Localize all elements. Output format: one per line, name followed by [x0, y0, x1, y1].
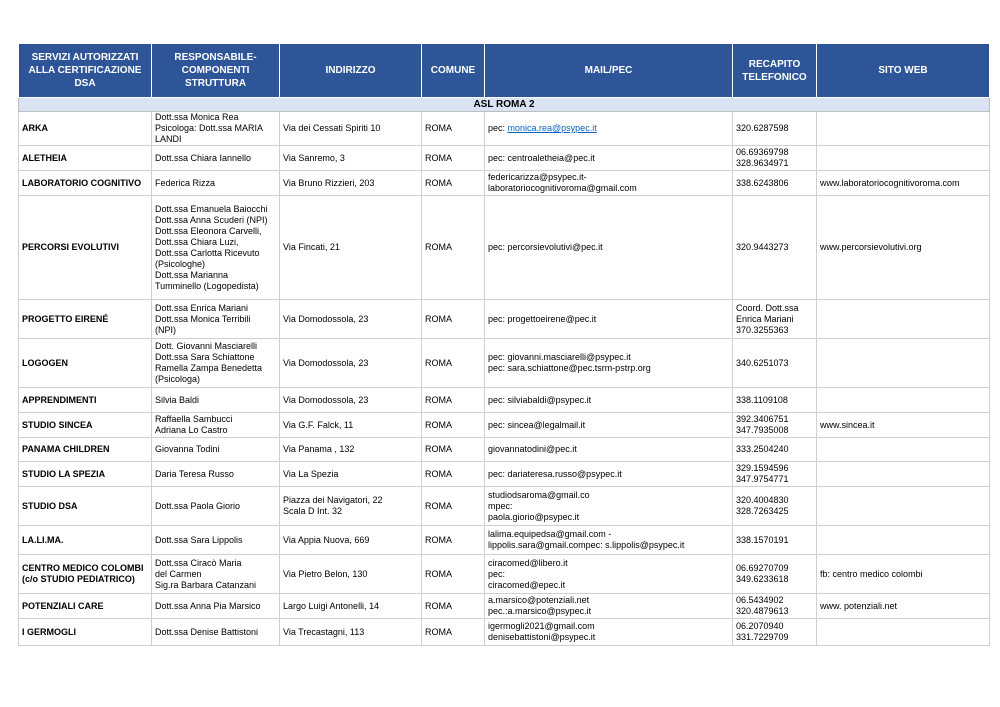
responsabile-cell — [152, 619, 280, 646]
mail-line: denisebattistoni@psypec.it — [488, 632, 596, 642]
telefono-line: 06.69270709 — [736, 563, 789, 573]
responsabile-line: Federica Rizza — [155, 177, 216, 188]
service-name: STUDIO LA SPEZIA — [19, 462, 152, 487]
service-name: STUDIO SINCEA — [19, 413, 152, 438]
table-row — [19, 300, 990, 339]
responsabile-cell — [152, 438, 280, 462]
telefono-line: Enrica Mariani — [736, 313, 794, 324]
table-row — [19, 413, 990, 438]
column-header: RESPONSABILE- COMPONENTI STRUTTURA — [152, 44, 280, 98]
telefono-line: 340.6251073 — [736, 357, 789, 368]
responsabile-line: Dott.ssa Sara Schiattone — [155, 352, 255, 362]
responsabile-line: Dott.ssa Denise Battistoni — [155, 626, 259, 637]
mail-cell — [485, 300, 733, 339]
mail-line: lalima.equipedsa@gmail.com - — [488, 529, 612, 539]
responsabile-line: Dott.ssa Emanuela Baiocchi — [155, 203, 268, 214]
telefono-line: 338.1570191 — [736, 534, 789, 545]
mail-line: giovannatodini@pec.it — [488, 444, 577, 454]
mail-cell — [485, 555, 733, 594]
sito-web-cell — [817, 462, 990, 487]
responsabile-line: Dott.ssa Monica Rea — [155, 112, 239, 122]
table-row — [19, 171, 990, 196]
comune-cell: ROMA — [422, 594, 485, 619]
indirizzo-line: Via Bruno Rizzieri, 203 — [283, 177, 375, 188]
telefono-line: 347.7935008 — [736, 425, 789, 435]
comune-cell: ROMA — [422, 388, 485, 413]
table-row — [19, 146, 990, 171]
responsabile-line: (NPI) — [155, 324, 176, 335]
comune-cell: ROMA — [422, 146, 485, 171]
mail-cell — [485, 112, 733, 146]
mail-cell — [485, 438, 733, 462]
table-row — [19, 112, 990, 146]
responsabile-cell — [152, 339, 280, 388]
dsa-services-table — [18, 43, 990, 646]
mail-line: federicarizza@psypec.it- — [488, 172, 587, 182]
responsabile-line: Dott.ssa Ciracò Maria — [155, 557, 242, 568]
indirizzo-line: Via Appia Nuova, 669 — [283, 534, 370, 545]
responsabile-line: Tumminello (Logopedista) — [155, 280, 259, 291]
comune-cell: ROMA — [422, 171, 485, 196]
responsabile-line: Dott.ssa Paola Giorio — [155, 500, 241, 511]
telefono-line: 370.3255363 — [736, 324, 789, 335]
mail-line: pec: progettoeirene@pec.it — [488, 313, 597, 324]
sito-web-cell — [817, 146, 990, 171]
responsabile-cell — [152, 555, 280, 594]
service-name: PERCORSI EVOLUTIVI — [19, 196, 152, 300]
mail-line: pec.:a.marsico@psypec.it — [488, 606, 592, 616]
responsabile-line: (Psicologa) — [155, 374, 201, 384]
responsabile-line: Ramella Zampa Benedetta — [155, 363, 263, 373]
indirizzo-cell — [280, 146, 422, 171]
mail-line: ciracomed@epec.it — [488, 579, 566, 590]
section-title: ASL ROMA 2 — [19, 98, 990, 112]
telefono-cell — [733, 339, 817, 388]
responsabile-cell — [152, 146, 280, 171]
mail-line: mpec: — [488, 500, 513, 511]
telefono-cell — [733, 487, 817, 526]
responsabile-line: Silvia Baldi — [155, 394, 200, 405]
mail-line: pec: — [488, 568, 506, 579]
comune-cell: ROMA — [422, 196, 485, 300]
mail-cell — [485, 388, 733, 413]
responsabile-line: Raffaella Sambucci — [155, 414, 233, 424]
table-row — [19, 438, 990, 462]
telefono-line: 331.7229709 — [736, 632, 789, 642]
mail-line: pec: silviabaldi@psypec.it — [488, 394, 592, 405]
telefono-cell — [733, 619, 817, 646]
telefono-line: 320.4004830 — [736, 495, 789, 505]
column-header: MAIL/PEC — [485, 44, 733, 98]
service-name: ARKA — [19, 112, 152, 146]
table-row — [19, 487, 990, 526]
indirizzo-line: Via La Spezia — [283, 468, 339, 479]
responsabile-line: Dott. Giovanni Masciarelli — [155, 341, 258, 351]
responsabile-cell — [152, 112, 280, 146]
responsabile-line: del Carmen — [155, 568, 202, 579]
service-name: APPRENDIMENTI — [19, 388, 152, 413]
comune-cell: ROMA — [422, 413, 485, 438]
responsabile-cell — [152, 388, 280, 413]
mail-prefix: pec: — [488, 123, 508, 133]
indirizzo-cell — [280, 112, 422, 146]
telefono-line: 392.3406751 — [736, 414, 789, 424]
responsabile-line: Dott.ssa Marianna — [155, 269, 229, 280]
telefono-cell — [733, 526, 817, 555]
sito-web-cell: www.percorsievolutivi.org — [817, 196, 990, 300]
responsabile-cell — [152, 300, 280, 339]
column-header: COMUNE — [422, 44, 485, 98]
indirizzo-cell — [280, 196, 422, 300]
indirizzo-line: Scala D Int. 32 — [283, 506, 343, 516]
service-name: LABORATORIO COGNITIVO — [19, 171, 152, 196]
mail-cell — [485, 146, 733, 171]
mail-cell — [485, 171, 733, 196]
service-name: LA.LI.MA. — [19, 526, 152, 555]
mail-line: laboratoriocognitivoroma@gmail.com — [488, 183, 637, 193]
telefono-cell — [733, 146, 817, 171]
comune-cell: ROMA — [422, 487, 485, 526]
table-row — [19, 196, 990, 300]
telefono-cell — [733, 171, 817, 196]
responsabile-line: Dott.ssa Chiara Luzi, — [155, 236, 239, 247]
responsabile-line: Dott.ssa Anna Scuderi (NPI) — [155, 214, 268, 225]
mail-link[interactable]: monica.rea@psypec.it — [507, 123, 597, 133]
indirizzo-cell — [280, 300, 422, 339]
indirizzo-cell — [280, 594, 422, 619]
indirizzo-line: Via Domodossola, 23 — [283, 394, 369, 405]
telefono-line: 338.1109108 — [736, 394, 788, 405]
comune-cell: ROMA — [422, 300, 485, 339]
telefono-cell — [733, 555, 817, 594]
mail-line: pec: dariateresa.russo@psypec.it — [488, 468, 622, 479]
indirizzo-line: Via Domodossola, 23 — [283, 357, 369, 368]
telefono-line: 320.9443273 — [736, 242, 789, 252]
sito-web-cell: fb: centro medico colombi — [817, 555, 990, 594]
telefono-cell — [733, 594, 817, 619]
telefono-line: 338.6243806 — [736, 177, 789, 188]
mail-line: lippolis.sara@gmail.compec: s.lippolis@psypec.it — [488, 540, 685, 550]
indirizzo-cell — [280, 438, 422, 462]
mail-line: pec: centroaletheia@pec.it — [488, 152, 595, 163]
table-row — [19, 526, 990, 555]
column-header: SITO WEB — [817, 44, 990, 98]
table-row — [19, 555, 990, 594]
telefono-cell — [733, 388, 817, 413]
responsabile-cell — [152, 196, 280, 300]
indirizzo-cell — [280, 388, 422, 413]
mail-cell — [485, 487, 733, 526]
table-row — [19, 619, 990, 646]
responsabile-cell — [152, 594, 280, 619]
sito-web-cell: www. potenziali.net — [817, 594, 990, 619]
telefono-line: 328.7263425 — [736, 506, 789, 516]
sito-web-cell — [817, 438, 990, 462]
comune-cell: ROMA — [422, 339, 485, 388]
telefono-line: 320.6287598 — [736, 123, 789, 133]
responsabile-line: (Psicologhe) — [155, 258, 206, 269]
indirizzo-cell — [280, 487, 422, 526]
telefono-line: 06.2070940 — [736, 621, 784, 631]
indirizzo-line: Via Domodossola, 23 — [283, 313, 369, 324]
indirizzo-line: Via G.F. Falck, 11 — [283, 419, 354, 430]
responsabile-line: Dott.ssa Enrica Mariani — [155, 302, 249, 313]
mail-cell — [485, 526, 733, 555]
column-header: RECAPITO TELEFONICO — [733, 44, 817, 98]
responsabile-line: Sig.ra Barbara Catanzani — [155, 579, 257, 590]
table-row — [19, 594, 990, 619]
telefono-line: 328.9634971 — [736, 158, 789, 168]
table-row — [19, 388, 990, 413]
responsabile-cell — [152, 487, 280, 526]
mail-cell — [485, 619, 733, 646]
responsabile-cell — [152, 171, 280, 196]
column-header: SERVIZI AUTORIZZATI ALLA CERTIFICAZIONE DSA — [19, 44, 152, 98]
indirizzo-line: Via Trecastagni, 113 — [283, 626, 365, 637]
responsabile-line: Dott.ssa Eleonora Carvelli, — [155, 225, 262, 236]
responsabile-line: Dott.ssa Chiara Iannello — [155, 152, 252, 163]
telefono-cell — [733, 413, 817, 438]
telefono-cell — [733, 462, 817, 487]
responsabile-cell — [152, 526, 280, 555]
mail-line: igermogli2021@gmail.com — [488, 621, 595, 631]
mail-line: studiodsaroma@gmail.co — [488, 489, 590, 500]
comune-cell: ROMA — [422, 112, 485, 146]
telefono-cell — [733, 300, 817, 339]
responsabile-line: Psicologa: Dott.ssa MARIA — [155, 123, 264, 133]
sito-web-cell — [817, 619, 990, 646]
telefono-line: 333.2504240 — [736, 444, 789, 454]
table-row — [19, 462, 990, 487]
indirizzo-line: Piazza dei Navigatori, 22 — [283, 495, 383, 505]
indirizzo-line: Via dei Cessati Spiriti 10 — [283, 123, 381, 133]
service-name: STUDIO DSA — [19, 487, 152, 526]
responsabile-line: Dott.ssa Carlotta Ricevuto — [155, 247, 260, 258]
mail-cell — [485, 413, 733, 438]
comune-cell: ROMA — [422, 438, 485, 462]
responsabile-line: Adriana Lo Castro — [155, 425, 228, 435]
mail-line: paola.giorio@psypec.it — [488, 511, 580, 522]
table-row — [19, 339, 990, 388]
responsabile-line: Dott.ssa Anna Pia Marsico — [155, 600, 261, 611]
service-name: ALETHEIA — [19, 146, 152, 171]
sito-web-cell: www.laboratoriocognitivoroma.com — [817, 171, 990, 196]
sito-web-cell — [817, 112, 990, 146]
responsabile-line: Giovanna Todini — [155, 444, 220, 454]
telefono-line: 349.6233618 — [736, 574, 789, 584]
indirizzo-line: Via Panama , 132 — [283, 444, 355, 454]
indirizzo-cell — [280, 526, 422, 555]
indirizzo-cell — [280, 462, 422, 487]
responsabile-line: Dott.ssa Sara Lippolis — [155, 534, 243, 545]
mail-cell — [485, 594, 733, 619]
comune-cell: ROMA — [422, 462, 485, 487]
indirizzo-cell — [280, 413, 422, 438]
sito-web-cell: www.sincea.it — [817, 413, 990, 438]
indirizzo-line: Via Sanremo, 3 — [283, 152, 345, 163]
service-name: CENTRO MEDICO COLOMBI (c/o STUDIO PEDIATRICO) — [19, 555, 152, 594]
service-name: PROGETTO EIRENÉ — [19, 300, 152, 339]
header-row — [19, 44, 990, 98]
sito-web-cell — [817, 388, 990, 413]
indirizzo-line: Largo Luigi Antonelli, 14 — [283, 600, 380, 611]
indirizzo-line: Via Fincati, 21 — [283, 242, 340, 252]
telefono-line: 320.4879613 — [736, 606, 789, 616]
mail-line: pec: percorsievolutivi@pec.it — [488, 242, 603, 252]
telefono-line: 329.1594596 — [736, 463, 789, 473]
telefono-cell — [733, 438, 817, 462]
sito-web-cell — [817, 487, 990, 526]
mail-line: ciracomed@libero.it — [488, 557, 568, 568]
responsabile-line: Dott.ssa Monica Terribili — [155, 313, 251, 324]
responsabile-line: Daria Teresa Russo — [155, 468, 234, 479]
telefono-cell — [733, 112, 817, 146]
telefono-cell — [733, 196, 817, 300]
mail-line: pec: giovanni.masciarelli@psypec.it — [488, 352, 631, 362]
telefono-line: 06.69369798 — [736, 147, 789, 157]
responsabile-cell — [152, 413, 280, 438]
responsabile-line: LANDI — [155, 134, 182, 144]
mail-line: pec: sara.schiattone@pec.tsrm-pstrp.org — [488, 363, 651, 373]
service-name: PANAMA CHILDREN — [19, 438, 152, 462]
column-header: INDIRIZZO — [280, 44, 422, 98]
sito-web-cell — [817, 339, 990, 388]
service-name: I GERMOGLI — [19, 619, 152, 646]
indirizzo-line: Via Pietro Belon, 130 — [283, 568, 368, 579]
indirizzo-cell — [280, 555, 422, 594]
mail-cell — [485, 196, 733, 300]
mail-line: pec: sincea@legalmail.it — [488, 419, 586, 430]
mail-cell — [485, 462, 733, 487]
responsabile-cell — [152, 462, 280, 487]
comune-cell: ROMA — [422, 619, 485, 646]
indirizzo-cell — [280, 339, 422, 388]
telefono-line: Coord. Dott.ssa — [736, 302, 799, 313]
comune-cell: ROMA — [422, 555, 485, 594]
mail-cell — [485, 339, 733, 388]
sito-web-cell — [817, 300, 990, 339]
telefono-line: 347.9754771 — [736, 474, 789, 484]
comune-cell: ROMA — [422, 526, 485, 555]
mail-line: a.marsico@potenziali.net — [488, 595, 590, 605]
sito-web-cell — [817, 526, 990, 555]
indirizzo-cell — [280, 619, 422, 646]
telefono-line: 06.5434902 — [736, 595, 784, 605]
section-row — [19, 98, 990, 112]
service-name: POTENZIALI CARE — [19, 594, 152, 619]
service-name: LOGOGEN — [19, 339, 152, 388]
indirizzo-cell — [280, 171, 422, 196]
